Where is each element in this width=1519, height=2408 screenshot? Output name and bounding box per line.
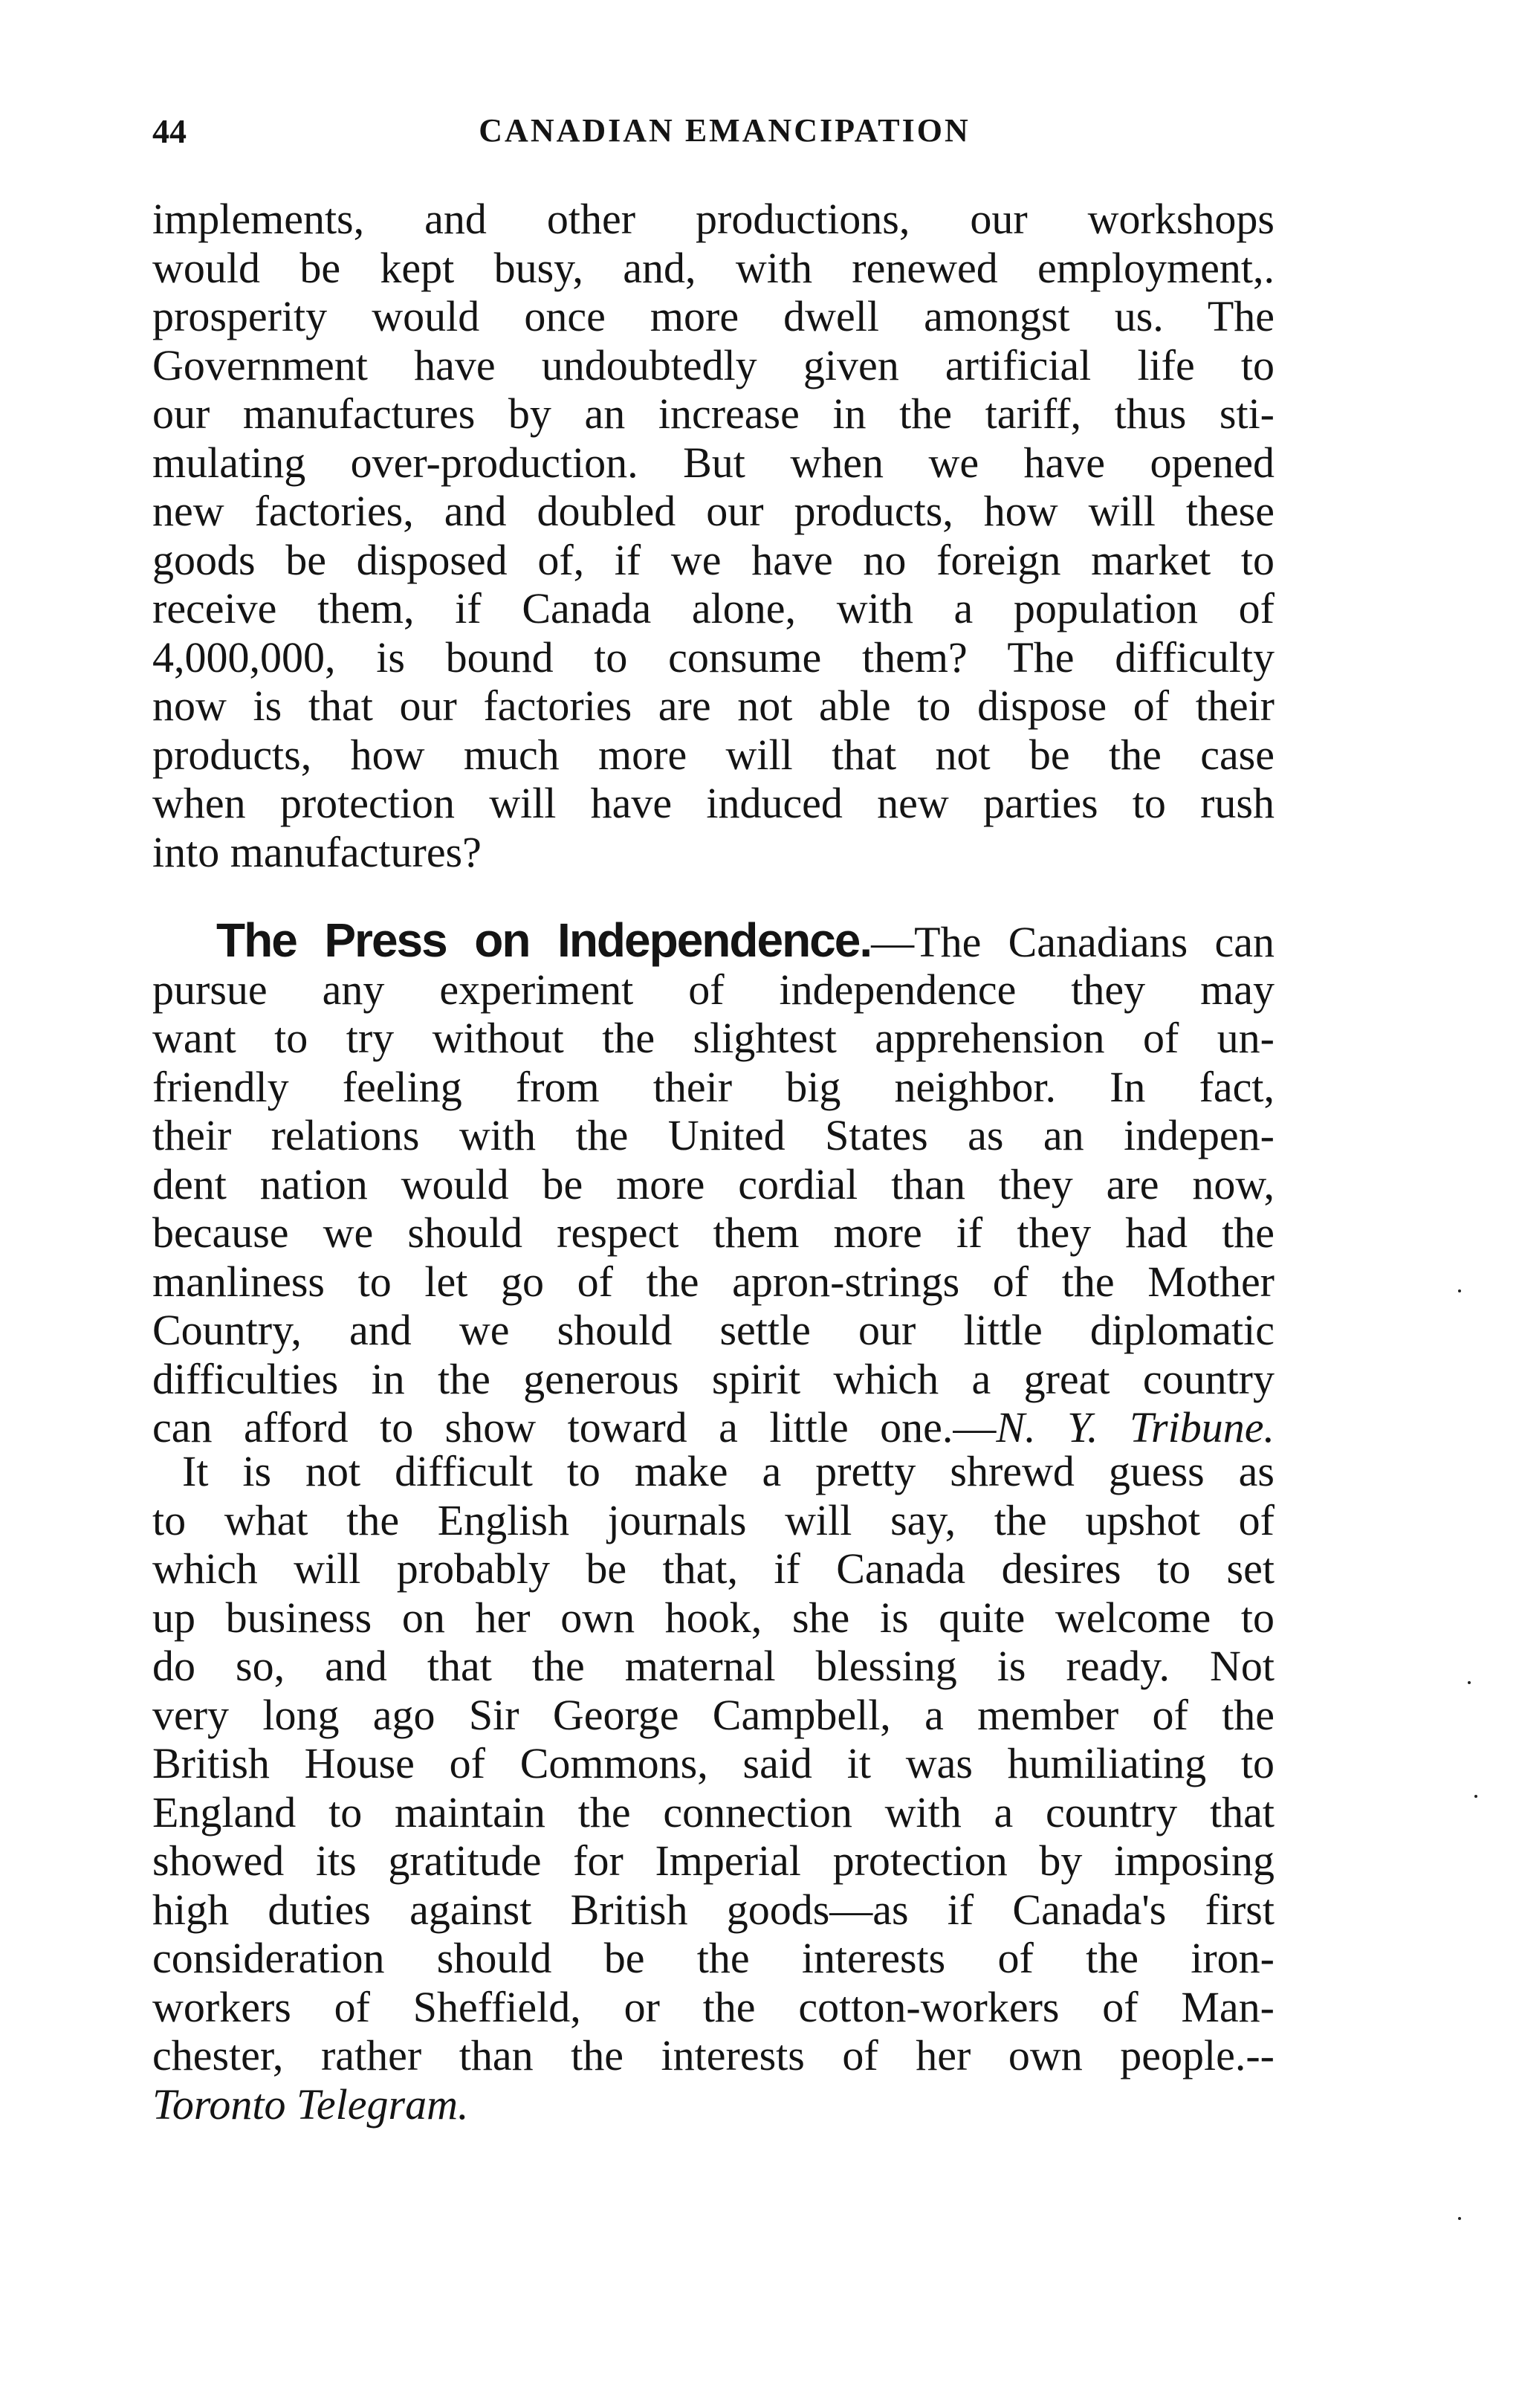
text-line: Country, and we should settle our little diplomatic (152, 1306, 1275, 1354)
text-line: England to maintain the connection with a country that (152, 1787, 1275, 1836)
text-line: workers of Sheffield, or the cotton-workers of Man- (152, 1982, 1275, 2031)
text-line: goods be disposed of, if we have no foreign market to (152, 535, 1275, 584)
text-line: dent nation would be more cordial than they are now, (152, 1159, 1275, 1208)
text-line: mulating over-production. But when we have opened (152, 438, 1275, 487)
paragraph-press-on-independence (152, 913, 1275, 1452)
text-line: new factories, and doubled our products, how will these (152, 487, 1275, 535)
text-line: difficulties in the generous spirit which a great country (152, 1354, 1275, 1403)
page-number: 44 (152, 112, 187, 150)
text-line: do so, and that the maternal blessing is ready. Not (152, 1642, 1275, 1690)
paragraph-english-journals (152, 1447, 1275, 2129)
print-speck (1468, 1681, 1471, 1684)
section-lead-text: —The Canadians can (871, 918, 1275, 966)
citation-line (152, 1403, 1275, 1452)
text-line: manliness to let go of the apron-strings of the Mother (152, 1257, 1275, 1306)
text-line: Government have undoubtedly given artificial life to (152, 340, 1275, 389)
text-line: implements, and other productions, our workshops (152, 195, 1275, 243)
text-line: because we should respect them more if they had the (152, 1208, 1275, 1257)
text-line: when protection will have induced new parties to rush (152, 779, 1275, 827)
text-line: receive them, if Canada alone, with a population of (152, 584, 1275, 632)
text-line: to what the English journals will say, the upshot of (152, 1495, 1275, 1544)
source-citation: Toronto Telegram. (152, 2080, 469, 2129)
text-line: pursue any experiment of independence they may (152, 965, 1275, 1014)
print-speck (1458, 2217, 1461, 2220)
text-line: into manufactures? (152, 827, 482, 876)
text-line: want to try without the slightest apprehension of un- (152, 1014, 1275, 1062)
text-line: prosperity would once more dwell amongst us. The (152, 292, 1275, 340)
source-citation: N. Y. Tribune. (996, 1403, 1275, 1451)
text-line: which will probably be that, if Canada desires to set (152, 1544, 1275, 1593)
text-line: showed its gratitude for Imperial protection by imposing (152, 1836, 1275, 1885)
print-speck (1458, 1289, 1461, 1292)
text-line: products, how much more will that not be the case (152, 730, 1275, 779)
text-line: 4,000,000, is bound to consume them? The difficulty (152, 632, 1275, 682)
text-line: high duties against British goods—as if Canada's first (152, 1885, 1275, 1934)
page-header (152, 111, 1275, 156)
text-line: British House of Commons, said it was humiliating to (152, 1739, 1275, 1787)
text-line: their relations with the United States as an indepen- (152, 1111, 1275, 1159)
text-line: would be kept busy, and, with renewed employment,. (152, 243, 1275, 292)
text-segment: can afford to show toward a little one.— (152, 1403, 997, 1451)
print-speck (1474, 1795, 1477, 1798)
text-line: friendly feeling from their big neighbor. In fact, (152, 1062, 1275, 1111)
running-title: CANADIAN EMANCIPATION (479, 112, 971, 149)
text-line: consideration should be the interests of the iron- (152, 1934, 1275, 1982)
section-lead-line (152, 913, 1275, 967)
paragraph-tariff (152, 195, 1275, 876)
text-line: chester, rather than the interests of her own people.-- (152, 2031, 1275, 2080)
text-line: up business on her own hook, she is quite welcome to (152, 1593, 1275, 1642)
text-line: very long ago Sir George Campbell, a member of the (152, 1690, 1275, 1739)
section-heading: The Press on Independence. (216, 913, 872, 967)
text-line: It is not difficult to make a pretty shrewd guess as (182, 1447, 1275, 1495)
text-line: now is that our factories are not able to dispose of their (152, 682, 1275, 730)
text-line: our manufactures by an increase in the tariff, thus sti- (152, 389, 1275, 438)
